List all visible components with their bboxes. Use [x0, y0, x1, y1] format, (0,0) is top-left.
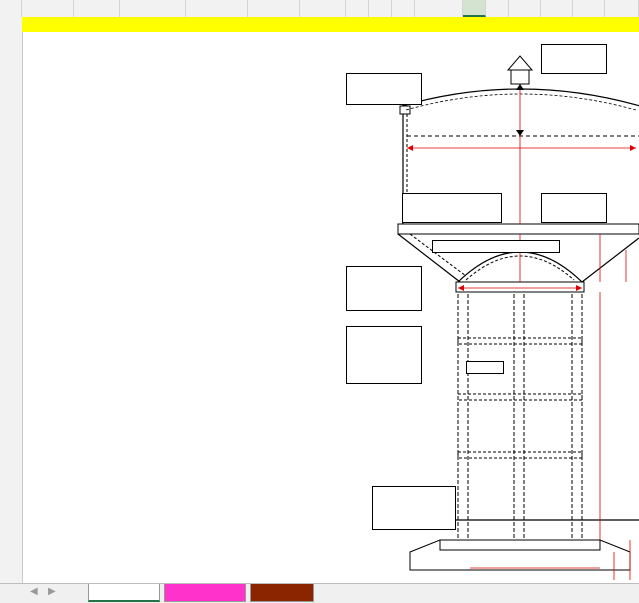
- top-ring-beam: [400, 106, 410, 114]
- column-left: [458, 292, 468, 540]
- top-dome-callout: [541, 44, 607, 74]
- col-F[interactable]: [22, 0, 74, 17]
- col-Q[interactable]: [486, 0, 509, 17]
- col-O[interactable]: [415, 0, 463, 17]
- vent-cap: [508, 56, 532, 70]
- col-N[interactable]: [392, 0, 415, 17]
- tab-data-sheet[interactable]: [88, 584, 160, 602]
- col-L[interactable]: [346, 0, 369, 17]
- conical-dome-callout: [541, 193, 607, 223]
- columns-callout: [346, 326, 422, 384]
- col-G[interactable]: [74, 0, 120, 17]
- col-H[interactable]: [120, 0, 186, 17]
- braces-callout: [466, 361, 504, 374]
- col-M[interactable]: [369, 0, 392, 17]
- top-dome: [402, 89, 639, 106]
- column-header-bar: [0, 0, 639, 18]
- next-sheet-arrow[interactable]: ▶: [48, 586, 56, 597]
- col-S[interactable]: [541, 0, 573, 17]
- brace-2: [458, 394, 582, 400]
- bottom-circular-girder: [456, 282, 584, 292]
- vent-pipe: [511, 70, 529, 84]
- bottom-spherical-dome-callout: [432, 240, 560, 253]
- brace-3: [458, 452, 582, 458]
- raft-footing: [410, 540, 630, 570]
- bottom-ring-beam: [398, 224, 639, 234]
- bottom-ring-beam-callout: [402, 193, 502, 223]
- tab-tank-design[interactable]: [164, 584, 246, 602]
- raft-girder-callout: [372, 486, 456, 530]
- row-header-bar: [0, 17, 23, 583]
- header-band: [22, 17, 639, 32]
- col-R[interactable]: [509, 0, 541, 17]
- column-mid: [514, 292, 524, 540]
- column-right: [572, 292, 582, 540]
- sheet-tab-bar: [0, 583, 639, 603]
- col-T[interactable]: [573, 0, 605, 17]
- select-all-corner[interactable]: [0, 0, 22, 17]
- tab-is-table[interactable]: [250, 584, 314, 602]
- prev-sheet-arrow[interactable]: ◀: [30, 586, 38, 597]
- top-ring-beam-callout: [346, 73, 422, 105]
- col-K[interactable]: [300, 0, 346, 17]
- col-U[interactable]: [605, 0, 639, 17]
- col-P[interactable]: [463, 0, 486, 17]
- col-I[interactable]: [186, 0, 248, 17]
- col-J[interactable]: [248, 0, 300, 17]
- brace-1: [458, 338, 582, 344]
- bottom-circular-girder-callout: [346, 266, 422, 311]
- raft-girder: [440, 540, 600, 550]
